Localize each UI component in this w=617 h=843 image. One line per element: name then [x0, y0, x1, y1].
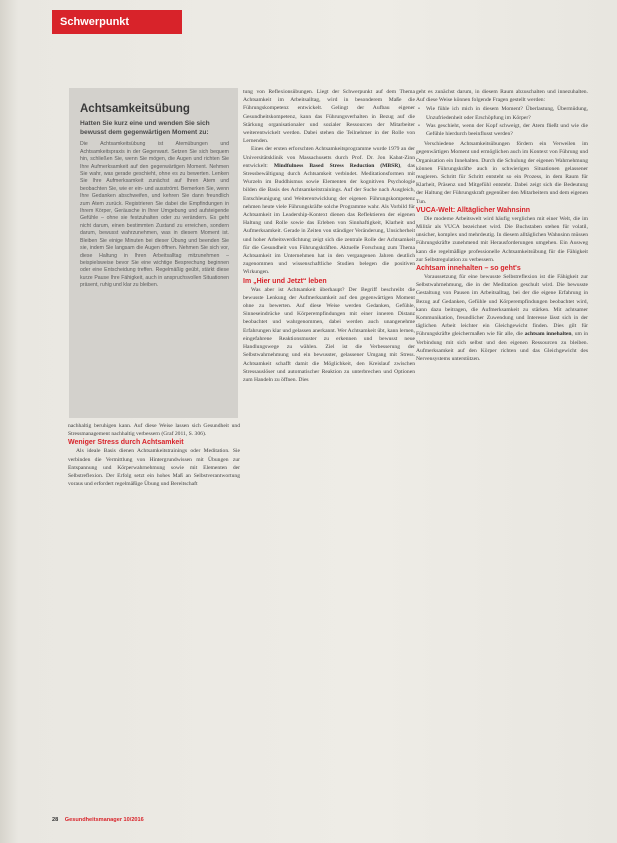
- column-2-para-3: Was aber ist Achtsamkeit überhaupt? Der Begriff beschreibt die bewusste Lenkung der Aufmerksamkeit auf den gegenwärtigen Moment ohne zu bewerten. Auf diese Weise werden Gedanken, Gefühle, Sinneseindrücke und Körperempfindungen mit einer inneren Distanz beobachtet und wahrgenommen, dabei werden auch unangenehme Erfahrungen klar und gelassen anerkannt. Wer Achtsamkeit übt, kann lernen, eingefahrene Reaktionsmuster zu erkennen und bewusst neue Handlungswege zu wählen. Ziel ist die Verbesserung der Selbstwahrnehmung und ein bewusster, gelassener Umgang mit Stress. Achtsamkeit schafft damit die Möglichkeit, den Kreislauf zwischen Stressauslöser und automatischer Reaktion zu unterbrechen und Optionen zum Handeln zu öffnen. Dies: [243, 286, 415, 383]
- exercise-box-lead: Hatten Sie kurz eine und wenden Sie sich bewusst dem gegenwärtigen Moment zu:: [80, 120, 210, 137]
- column-3-para-2: Verschiedene Achtsamkeitsübungen fördern ein Verweilen im gegenwärtigen Moment und ermöglichen auch im Kontext von Führung und Organisation ein Innehalten. Durch die Schulung der eigenen Wahrnehmung können Führungskräfte auch in schwierigen Situationen gelassener reagieren. Schritt für Schritt entsteht so ein Prozess, in dem Raum für Klarheit, Präsenz und Mitgefühl entsteht. Dabei zeigt sich die Bedeutung der Haltung der Führungskraft gegenüber den Mitarbeitern und dem eigenen Tun.: [416, 141, 588, 205]
- innehalten-text: Voraussetzung für eine bewusste Selbstreflexion ist die Fähigkeit zur Selbstwahrnehmung, die in der Meditation geschult wird. Die bewusste Gestaltung von Pausen im Arbeitsalltag, bei der die eigene Erfahrung in Bezug auf Gedanken, Gefühle und Körperempfindungen beobachtet wird, kann dazu beitragen, die Aufmerksamkeit zu stärken. Mit achtsamer Kommunikation, freundlicher Zuwendung und Interesse lässt sich in der täglichen Arbeit leichter ein Gleichgewicht finden. Dies gilt für Führungskräfte gleichermaßen wie für alle, die: [416, 274, 588, 338]
- page-footer: [52, 817, 144, 823]
- exercise-box-body: Die Achtsamkeitsübung ist Atemübungen und Achtsamkeitspraxis in der Gegenwart. Setzen Sie sich bequem hin, schließen Sie, wenn Sie mögen, die Augen und richten Sie Ihre Aufmerksamkeit auf den gegenwärtigen Moment. Nehmen Sie wahr, was gerade geschieht, ohne es zu bewerten. Lenken Sie Ihre Aufmerksamkeit zunächst auf Ihren Atem und beobachten Sie, wie er ein- und ausströmt. Bemerken Sie, wenn Ihre Gedanken abschweifen, und kehren Sie dann freundlich zum Atem zurück. Registrieren Sie dabei die Empfindungen in Ihrem Körper, Geräusche in Ihrer Umgebung und aufsteigende Gefühle – ohne sie festzuhalten oder zu verändern. Es geht nicht darum, einen bestimmten Zustand zu erreichen, sondern darum, bewusst wahrzunehmen, was in diesem Moment ist. Bleiben Sie einige Minuten bei dieser Übung und beenden Sie sie, indem Sie langsam die Augen öffnen. Nehmen Sie sich vor, diese Haltung in Ihren Arbeitsalltag mitzunehmen – beispielsweise bevor Sie eine wichtige Besprechung beginnen oder eine Entscheidung treffen. Regelmäßig geübt, stärkt diese kurze Pause Ihre Fähigkeit, auch in anspruchsvollen Situationen präsent, ruhig und klar zu bleiben.: [80, 141, 229, 289]
- mbsr-intro: Eines der ersten erforschten Achtsamkeitsprogramme wurde 1979 an der Universitätsklinik von Massachusetts durch Prof. Dr. Jon Kabat-Zinn entwickelt:: [243, 146, 415, 169]
- column-3-para-1: geht es zunächst darum, in diesem Raum abzuschalten und innezuhalten. Auf diese Weise können folgende Fragen gestellt werden:: [416, 89, 588, 104]
- page-number: 28: [52, 817, 59, 823]
- list-item: • Wie fühle ich mich in diesem Moment? Überlastung, Übermüdung, Unzufriedenheit oder Erschöpfung im Körper?: [426, 105, 588, 121]
- column-3: [416, 88, 588, 814]
- column-2: [243, 88, 415, 814]
- column-2-para-1: tung von Reflexionsübungen. Liegt der Schwerpunkt auf dem Thema Achtsamkeit im Arbeitsalltag, wird in besonderem Maße die Führungskompetenz entwickelt. Gelingt der Aufbau eigener Gesundheitskompetenz, kann das Führungsverhalten in Bezug auf die Stärkung organisationaler und sozialer Ressourcen der Mitarbeiter weiterentwickelt werden. Dabei stehen die Teilnehmer in der Rolle von Lernenden.: [243, 89, 415, 145]
- column-3-para-4: [416, 273, 588, 363]
- heading-weniger-stress: Weniger Stress durch Achtsamkeit: [68, 439, 184, 447]
- column-1-intro: nachhaltig beruhigen kann. Auf diese Weise lassen sich Gesundheit und Stressmanagement nachhaltig verbessern (Graf 2011, S. 306).: [68, 423, 240, 438]
- section-tab: Schwerpunkt: [52, 10, 182, 34]
- heading-achtsam-innehalten: Achtsam innehalten – so geht's: [416, 265, 521, 273]
- column-3-para-3: Die moderne Arbeitswelt wird häufig verglichen mit einer Welt, die im Militär als VUCA bezeichnet wird. Die Buchstaben stehen für volatil, unsicher, komplex und mehrdeutig. In diesem alltäglichen Wahnsinn müssen Führungskräfte zunehmend mit Herausforderungen umgehen. Ein Ausweg kann die regelmäßige professionelle Achtsamkeitsübung für die Fähigkeit zur Selbstregulation zu verbessern.: [416, 215, 588, 263]
- question-list: [416, 105, 588, 138]
- innehalten-end: , um in Verbindung mit sich selbst und den eigenen Ressourcen zu bleiben. Aufmerksamkeit auf den Körper richten und das Gleichgewicht des Nervensystems unterstützen.: [416, 331, 588, 363]
- column-1: [68, 422, 240, 814]
- innehalten-term: achtsam innehalten: [524, 331, 572, 338]
- mbsr-term: Mindfulness Based Stress Reduction (MBSR): [273, 162, 401, 169]
- exercise-box: [69, 88, 238, 418]
- list-item: • Was geschieht, wenn der Kopf schweigt, der Atem fließt und wie die Gefühle hierdurch beeinflusst werden?: [426, 122, 588, 138]
- column-2-para-2: [243, 145, 415, 276]
- heading-vuca: VUCA-Welt: Alltäglicher Wahnsinn: [416, 206, 531, 214]
- exercise-box-title: Achtsamkeitsübung: [80, 103, 190, 115]
- column-1-text: Als ideale Basis dienen Achtsamkeitstrainings oder Meditation. Sie verbinden die Vermittlung von Hintergrundwissen mit Übungen zur Entspannung und Körperwahrnehmung sowie mit Elementen der Selbstreflexion. Der Erfolg setzt ein hohes Maß an Selbstverantwortung voraus und erfordert regelmäßige Übung und Bereitschaft: [68, 448, 240, 488]
- mbsr-text: , das Stressbewältigung durch Achtsamkeit verbindet. Meditationsformen mit Wurzeln im Buddhismus sowie Elementen der kognitiven Psychologie bilden die Basis des Achtsamkeitstrainings. Auf der Suche nach Ausgleich, Entschleunigung und Weiterentwicklung der eigenen Führungskompetenz nehmen heute viele Führungskräfte solche Programme wahr. Als Vorbild für Achtsamkeit im Leadership-Kontext dienen das Reflektieren der eigenen Haltung und Rolle sowie das Erleben von Sinnhaftigkeit, Klarheit und Aufmerksamkeit. Gerade in Zeiten von ständiger Veränderung, Unsicherheit und hoher Arbeitsverdichtung zeigt sich die zentrale Rolle der Achtsamkeit für die Gesundheit von Führungskräften. Aktuelle Forschung zum Thema Achtsamkeit im Unternehmen hat in den vergangenen Jahren deutlich zugenommen und wissenschaftliche Studien belegen die positiven Wirkungen.: [243, 162, 415, 276]
- heading-hier-und-jetzt: Im „Hier und Jetzt“ leben: [243, 277, 327, 285]
- publication-name: Gesundheitsmanager 10/2016: [64, 817, 144, 823]
